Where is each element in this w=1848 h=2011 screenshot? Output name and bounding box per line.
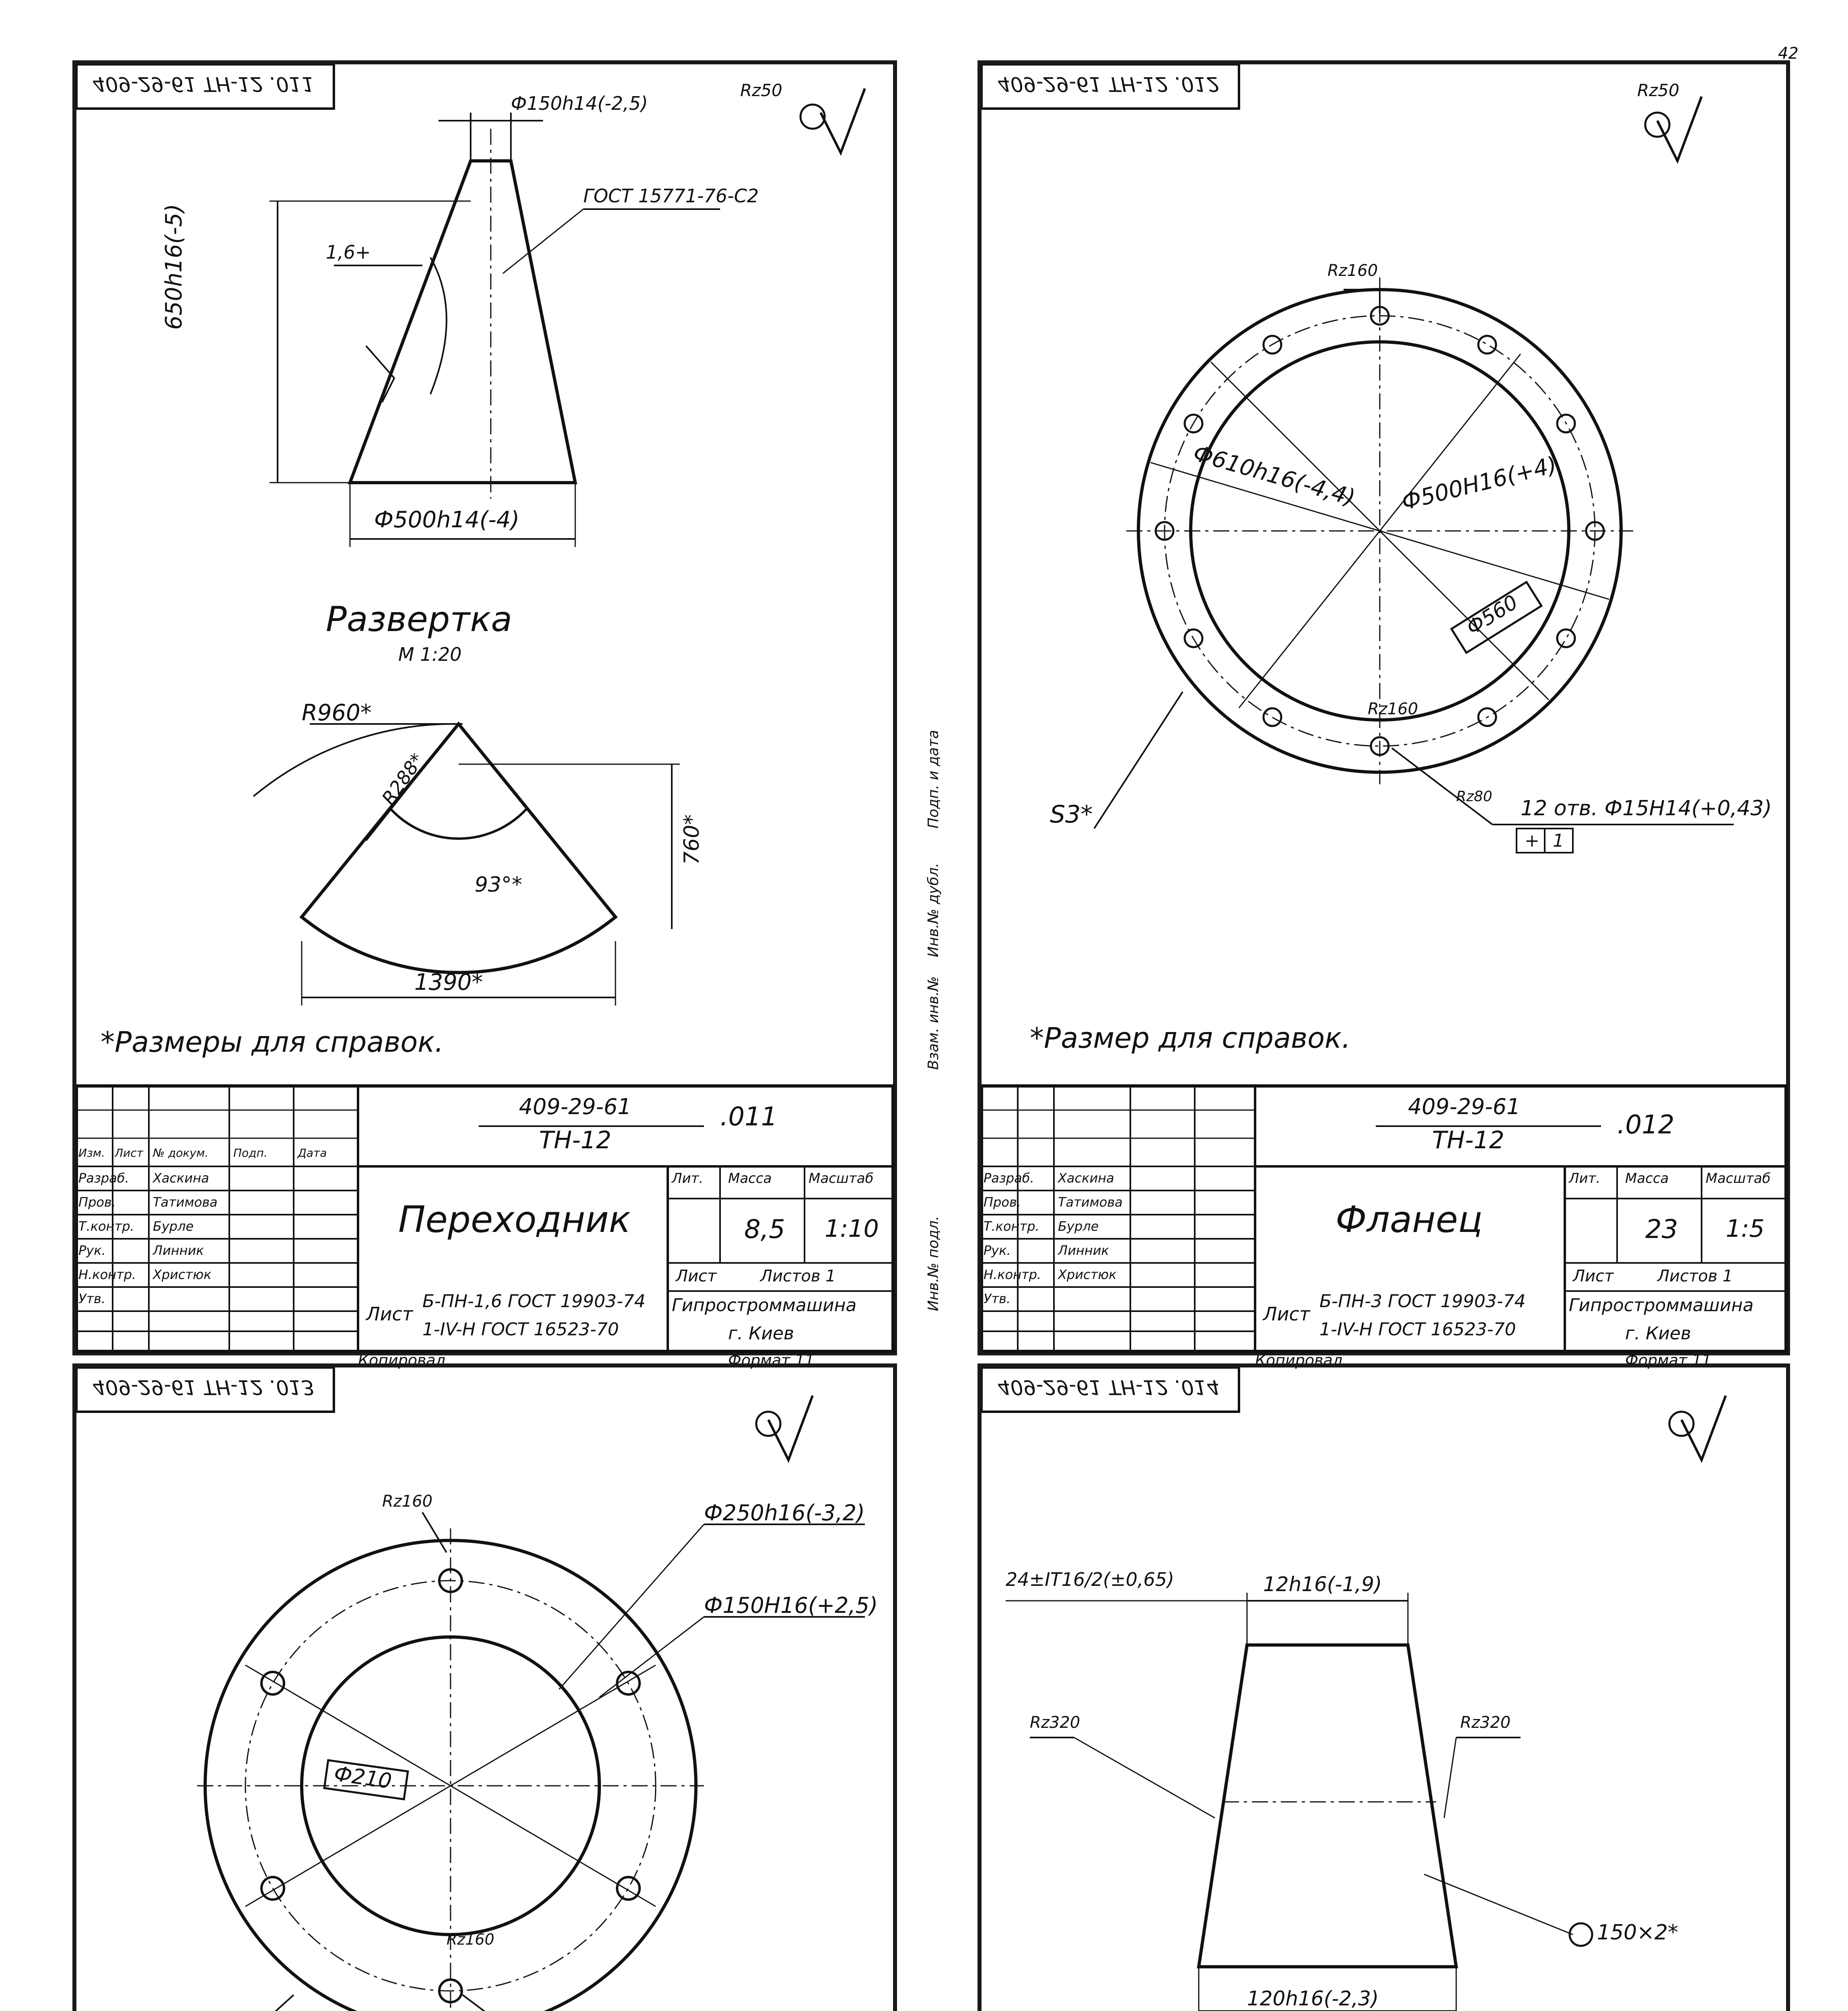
role-list: Лист xyxy=(115,1146,143,1160)
name-nkontr: Христюк xyxy=(153,1267,212,1282)
roughness-label: Rz50 xyxy=(740,80,782,100)
height-dim: 650h16(-5) xyxy=(161,204,187,330)
role-nkontr: Н.контр. xyxy=(78,1267,136,1282)
mass-label: Масса xyxy=(1625,1170,1669,1186)
scale-value: 1:5 xyxy=(1726,1215,1765,1243)
lit-label: Лит. xyxy=(1569,1170,1601,1186)
city: г. Киев xyxy=(728,1323,794,1344)
role-ndoc: № докум. xyxy=(153,1146,209,1160)
doc-code: 409-29-61 xyxy=(519,1094,632,1119)
material-line-1: Б-ПН-1,6 ГОСТ 19903-74 xyxy=(422,1291,646,1312)
role-ruk: Рук. xyxy=(78,1243,106,1258)
tolerance-b: 1 xyxy=(1553,831,1564,851)
lit-label: Лит. xyxy=(672,1170,704,1186)
name-tkontr: Бурле xyxy=(153,1219,194,1234)
roughness-label: Rz50 xyxy=(1637,80,1679,100)
scale-label: Масштаб xyxy=(809,1170,874,1186)
rz-right: Rz320 xyxy=(1460,1713,1511,1732)
reference-note: *Размер для справок. xyxy=(1030,1022,1351,1055)
outer-diameter: Ф610h16(-4,4) xyxy=(1190,440,1358,511)
scale-label: Масштаб xyxy=(1706,1170,1771,1186)
reference-note: *Размеры для справок. xyxy=(101,1026,444,1059)
top-diameter: Ф150h14(-2,5) xyxy=(511,93,648,114)
name-ruk: Линник xyxy=(153,1243,204,1258)
mass-value: 23 xyxy=(1645,1215,1678,1244)
role-ruk: Рук. xyxy=(984,1243,1011,1258)
development-scale: М 1:20 xyxy=(398,644,462,665)
drawing-sheet-011 xyxy=(72,60,897,1369)
role-nkontr: Н.контр. xyxy=(984,1267,1041,1282)
role-utv: Утв. xyxy=(984,1291,1011,1306)
sheet-label: Лист xyxy=(1573,1267,1614,1285)
material-line-1: Б-ПН-3 ГОСТ 19903-74 xyxy=(1319,1291,1526,1312)
rz-inner: Rz160 xyxy=(447,1931,494,1948)
doc-suffix: .011 xyxy=(720,1102,778,1132)
development-r-inner: R288* xyxy=(377,749,428,809)
drawing-sheet-013 xyxy=(72,1363,897,2011)
inner-diameter: Ф150H16(+2,5) xyxy=(704,1593,878,1618)
mirror-stamp: 409-29-61 TH-12 .014 xyxy=(998,1376,1220,1399)
rz-top: Rz160 xyxy=(382,1492,433,1511)
rz-hole: Rz80 xyxy=(1456,788,1492,805)
drawing-013 xyxy=(76,1367,901,2011)
margin-podp-data: Подп. и дата xyxy=(925,730,942,829)
bolt-circle: Ф210 xyxy=(332,1762,393,1794)
role-razrab: Разраб. xyxy=(984,1170,1034,1186)
bottom-diameter: Ф500h14(-4) xyxy=(374,507,520,533)
outer-diameter: Ф250h16(-3,2) xyxy=(704,1500,865,1526)
role-data: Дата xyxy=(298,1146,327,1160)
page-corner-mark: 42 xyxy=(1778,44,1799,63)
drawing-sheet-012 xyxy=(978,60,1790,1369)
name-nkontr: Христюк xyxy=(1058,1267,1117,1282)
format-label: Формат 11 xyxy=(1625,1351,1712,1369)
development-r-outer: R960* xyxy=(302,700,372,726)
rz-inner: Rz160 xyxy=(1368,700,1418,718)
part-name: Фланец xyxy=(1336,1199,1483,1241)
scale-value: 1:10 xyxy=(825,1215,879,1243)
sheet-label: Лист xyxy=(676,1267,717,1285)
top-diameter: 12h16(-1,9) xyxy=(1263,1573,1382,1596)
name-razrab: Хаскина xyxy=(153,1170,209,1186)
tolerance-a: + xyxy=(1525,831,1539,851)
doc-sub: TH-12 xyxy=(539,1126,611,1154)
role-prov: Пров. xyxy=(984,1195,1021,1210)
organization: Гипростроммашина xyxy=(1569,1295,1754,1316)
weld-tolerance: 24±IT16/2(±0,65) xyxy=(1006,1569,1174,1590)
copied-label: Копировал xyxy=(358,1351,446,1369)
role-tkontr: Т.контр. xyxy=(78,1219,134,1234)
mass-value: 8,5 xyxy=(744,1215,785,1244)
name-prov: Татимова xyxy=(1058,1195,1123,1210)
bolt-circle: Ф560 xyxy=(1462,590,1522,640)
mass-label: Масса xyxy=(728,1170,772,1186)
doc-suffix: .012 xyxy=(1617,1110,1675,1140)
weld-size: 1,6+ xyxy=(326,241,371,263)
mirror-stamp: 409-29-61 TH-12 .012 xyxy=(998,72,1220,96)
material-label: Лист xyxy=(366,1303,413,1325)
drawing-sheet-014 xyxy=(978,1363,1790,2011)
name-ruk: Линник xyxy=(1058,1243,1109,1258)
material-line-2: 1-IV-Н ГОСТ 16523-70 xyxy=(422,1319,619,1340)
development-title: Развертка xyxy=(326,599,512,639)
development-angle: 93°* xyxy=(475,873,523,897)
margin-inv-dubl: Инв.№ дубл. xyxy=(925,863,942,957)
rz-left: Rz320 xyxy=(1030,1713,1080,1732)
inner-diameter: Ф500H16(+4) xyxy=(1399,452,1560,516)
organization: Гипростроммашина xyxy=(672,1295,857,1316)
thickness: S3* xyxy=(1050,800,1093,829)
role-utv: Утв. xyxy=(78,1291,106,1306)
role-podp: Подп. xyxy=(233,1146,268,1160)
name-tkontr: Бурле xyxy=(1058,1219,1099,1234)
name-razrab: Хаскина xyxy=(1058,1170,1114,1186)
material-line-2: 1-IV-Н ГОСТ 16523-70 xyxy=(1319,1319,1516,1340)
format-label: Формат 11 xyxy=(728,1351,815,1369)
pipe-size: 150×2* xyxy=(1597,1921,1678,1945)
doc-sub: TH-12 xyxy=(1432,1126,1504,1154)
development-height: 760* xyxy=(680,814,704,865)
drawing-014 xyxy=(982,1367,1794,2011)
copied-label: Копировал xyxy=(1255,1351,1343,1369)
city: г. Киев xyxy=(1625,1323,1691,1344)
part-name: Переходник xyxy=(398,1199,631,1241)
name-prov: Татимова xyxy=(153,1195,218,1210)
role-prov: Пров. xyxy=(78,1195,116,1210)
margin-inv-podl: Инв.№ подл. xyxy=(925,1216,942,1311)
sheets-label: Листов 1 xyxy=(1657,1267,1733,1285)
mirror-stamp: 409-29-61 TH-12 .011 xyxy=(93,72,315,96)
margin-vzam-inv: Взам. инв.№ xyxy=(925,976,942,1070)
holes-spec: 12 отв. Ф15H14(+0,43) xyxy=(1521,796,1772,820)
sheets-label: Листов 1 xyxy=(760,1267,836,1285)
role-izm: Изм. xyxy=(78,1146,105,1160)
doc-code: 409-29-61 xyxy=(1408,1094,1521,1119)
drawing-011 xyxy=(76,64,901,1359)
development-width: 1390* xyxy=(414,969,483,995)
material-label: Лист xyxy=(1263,1303,1310,1325)
gost-standard: ГОСТ 15771-76-С2 xyxy=(583,185,759,207)
rz-top: Rz160 xyxy=(1327,261,1378,280)
role-razrab: Разраб. xyxy=(78,1170,129,1186)
role-tkontr: Т.контр. xyxy=(984,1219,1039,1234)
bottom-diameter: 120h16(-2,3) xyxy=(1247,1987,1379,2010)
mirror-stamp: 409-29-61 TH-12 .013 xyxy=(93,1376,315,1399)
